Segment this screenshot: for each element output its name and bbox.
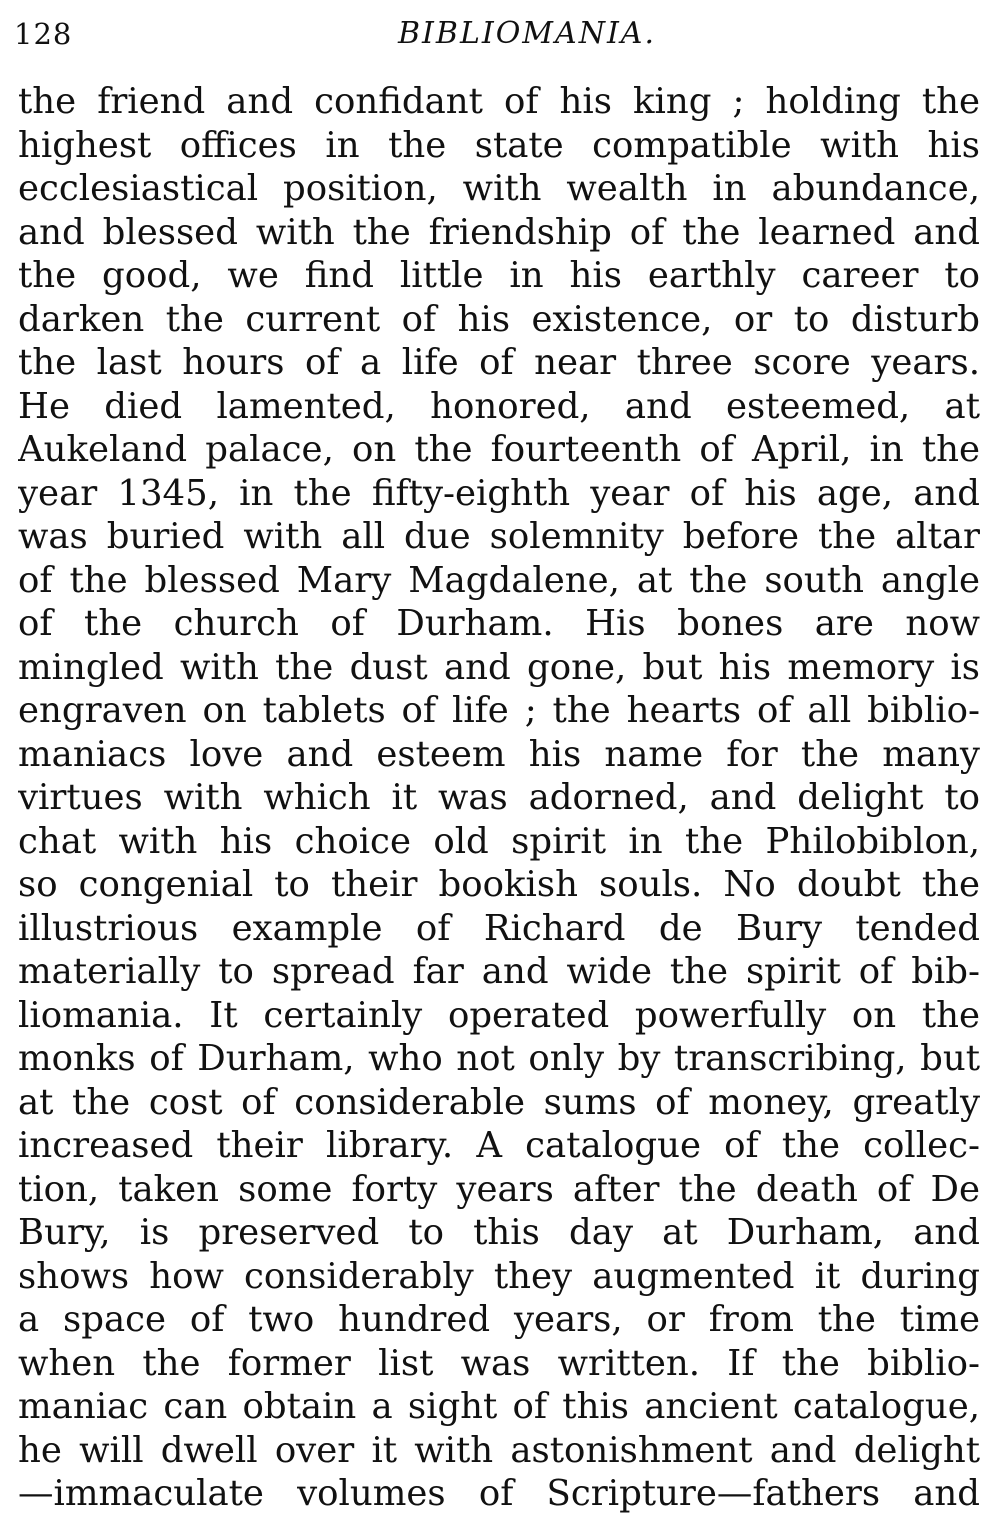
text-line: materially to spread far and wide the spirit of bib- xyxy=(18,951,980,992)
text-line: chat with his choice old spirit in the Philobiblon, xyxy=(18,820,980,862)
running-title: BIBLIOMANIA. xyxy=(398,16,656,51)
text-line: was buried with all due solemnity before the altar xyxy=(18,516,980,557)
text-line: liomania. It certainly operated powerfully on the xyxy=(18,994,980,1036)
text-line: so congenial to their bookish souls. No doubt the xyxy=(18,864,980,905)
text-line: the good, we find little in his earthly career to xyxy=(18,255,980,296)
text-line: —immaculate volumes of Scripture—fathers and xyxy=(18,1473,980,1514)
text-line: illustrious example of Richard de Bury tended xyxy=(18,907,980,949)
text-line: tion, taken some forty years after the death of De xyxy=(18,1168,980,1210)
text-line: the friend and confidant of his king ; holding the xyxy=(18,81,980,122)
text-line: and blessed with the friendship of the learned and xyxy=(18,211,980,253)
body-text xyxy=(18,80,980,1516)
text-line: monks of Durham, who not only by transcribing, but xyxy=(18,1038,980,1079)
text-line: maniac can obtain a sight of this ancient catalogue, xyxy=(18,1386,980,1427)
text-line: year 1345, in the fifty-eighth year of his age, and xyxy=(18,472,980,514)
text-line: Bury, is preserved to this day at Durham, and xyxy=(18,1212,980,1253)
text-line: mingled with the dust and gone, but his memory is xyxy=(18,646,980,688)
text-line: He died lamented, honored, and esteemed, at xyxy=(18,385,980,427)
text-line: shows how considerably they augmented it during xyxy=(18,1255,980,1297)
text-line: when the former list was written. If the biblio- xyxy=(18,1342,980,1384)
text-line: of the church of Durham. His bones are now xyxy=(18,603,980,644)
text-line: he will dwell over it with astonishment and delight xyxy=(18,1429,980,1471)
text-line: maniacs love and esteem his name for the many xyxy=(18,733,980,775)
text-line: virtues with which it was adorned, and delight to xyxy=(18,777,980,818)
page-number: 128 xyxy=(14,17,73,51)
text-line: highest offices in the state compatible with his xyxy=(18,124,980,166)
text-line: darken the current of his existence, or to disturb xyxy=(18,298,980,340)
text-line: the last hours of a life of near three score years. xyxy=(18,342,980,383)
running-head xyxy=(14,14,980,54)
text-line: increased their library. A catalogue of the collec- xyxy=(18,1125,980,1166)
text-line: a space of two hundred years, or from the time xyxy=(18,1299,980,1340)
text-line: at the cost of considerable sums of money, greatly xyxy=(18,1081,980,1123)
text-line: of the blessed Mary Magdalene, at the south angle xyxy=(18,559,980,601)
text-line: ecclesiastical position, with wealth in abundance, xyxy=(18,168,980,209)
text-line: Aukeland palace, on the fourteenth of April, in the xyxy=(18,429,980,470)
text-line: engraven on tablets of life ; the hearts of all biblio- xyxy=(18,690,980,731)
